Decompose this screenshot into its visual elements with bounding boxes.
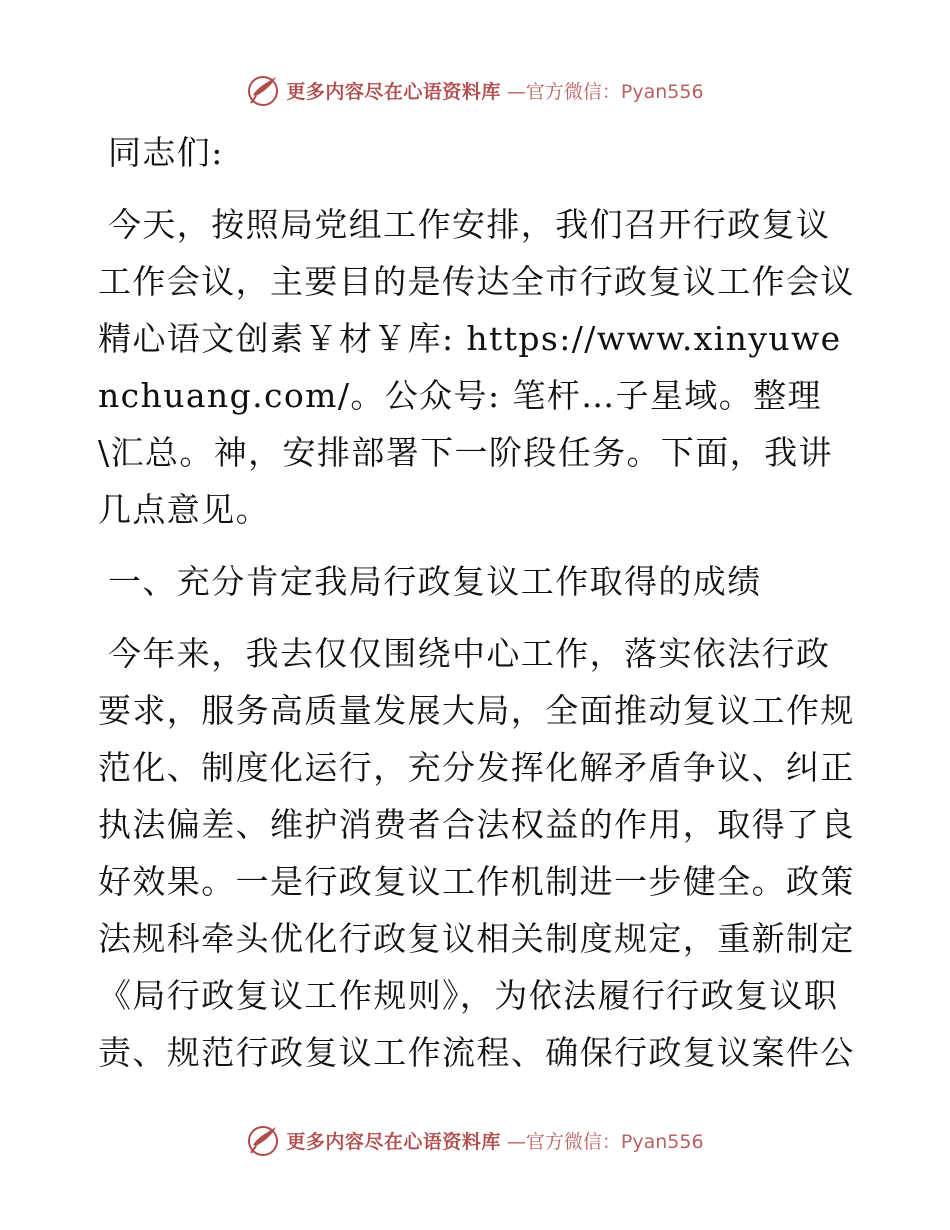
banner-contact-text: —官方微信：Pyan556 [506,80,704,103]
banner-brand-text: 更多内容尽在心语资料库 [286,80,501,103]
banner-contact-text: —官方微信：Pyan556 [506,1130,704,1153]
paragraph-achievements: 今年来，我去仅仅围绕中心工作，落实依法行政要求，服务高质量发展大局，全面推动复议工作规范化、制度化运行，充分发挥化解矛盾争议、纠正执法偏差、维护消费者合法权益的作用，取得了良好效果。一是行政复议工作机制进一步健全。政策法规科牵头优化行政复议相关制度规定，重新制定《局行政复议工作规则》，为依法履行行政复议职责、规范行政复议工作流程、确保行政复议案件公 [98,634,855,1072]
footer-watermark-banner [0,1120,950,1160]
salutation: 同志们: [108,133,224,172]
paragraph-intro: 今天，按照局党组工作安排，我们召开行政复议工作会议，主要目的是传达全市行政复议工作会议精心语文创素￥材￥库: https://www.xinyuwenchuang.com/。公众号: 笔杆…子星域。整理\汇总。神，安排部署下一阶段任务。下面，我讲几点意见。 [98,205,855,529]
document-body [98,124,858,1081]
quill-pen-logo-icon [246,1123,280,1157]
header-watermark-banner [0,70,950,110]
quill-pen-logo-icon [246,73,280,107]
banner-brand-text: 更多内容尽在心语资料库 [286,1130,501,1153]
section-heading: 一、充分肯定我局行政复议工作取得的成绩 [108,562,762,601]
